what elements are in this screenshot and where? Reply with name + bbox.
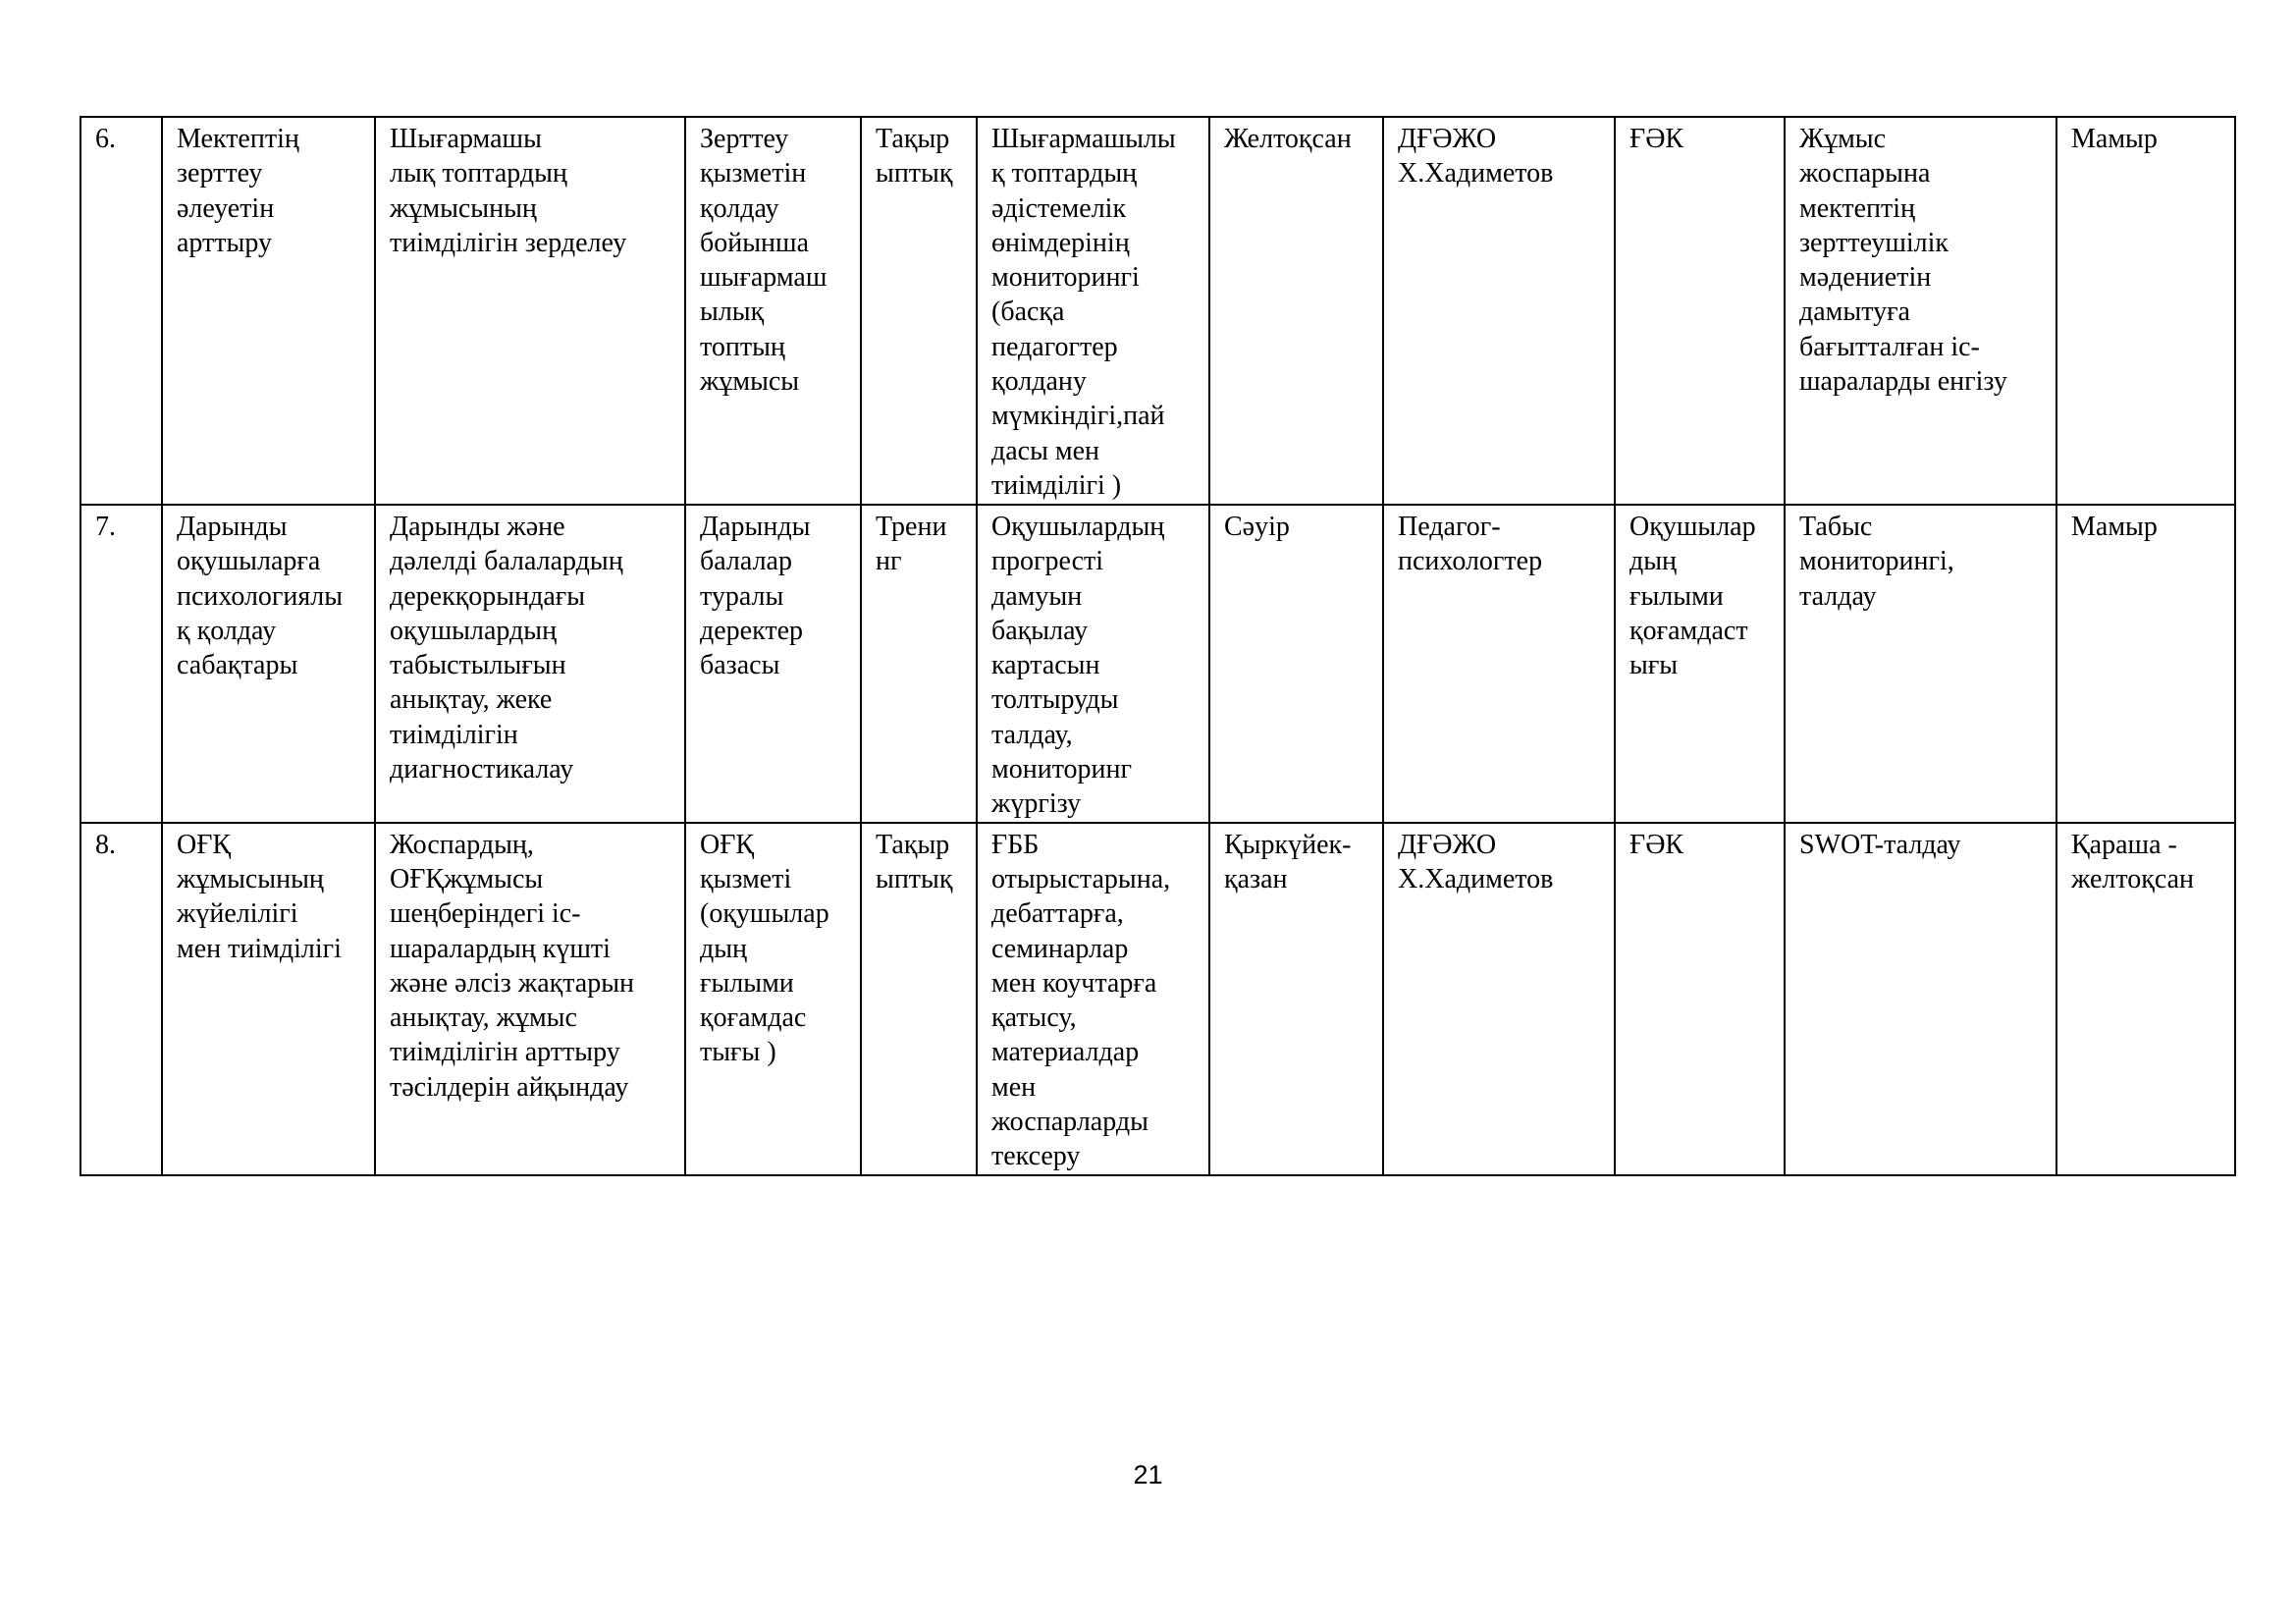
direction-cell: Дарынды оқушыларға психологиялы қ қолдау сабақтары	[162, 505, 375, 823]
type-cell: Тақыр ыптық	[861, 117, 977, 505]
row-number-cell: 8.	[80, 823, 162, 1175]
responsible-cell: ДҒӘЖО Х.Хадиметов	[1383, 117, 1615, 505]
table-row	[80, 823, 2235, 1175]
venue-cell: ҒӘК	[1615, 117, 1785, 505]
method-cell: Шығармашылы қ топтардың әдістемелік өнімдерінің мониторингі (басқа педагогтер қолдану мүмкіндігі,пай дасы мен тиімділігі )	[977, 117, 1209, 505]
method-cell: ҒББ отырыстарына, дебаттарға, семинарлар мен коучтарға қатысу, материалдар мен жоспарларды тексеру	[977, 823, 1209, 1175]
venue-cell: Оқушылар дың ғылыми қоғамдаст ығы	[1615, 505, 1785, 823]
object-cell: Зерттеу қызметін қолдау бойынша шығармаш ылық топтың жұмысы	[685, 117, 861, 505]
method-cell: Оқушылардың прогресті дамуын бақылау картасын толтыруды талдау, мониторинг жүргізу	[977, 505, 1209, 823]
goal-cell: Дарынды және дәлелді балалардың дерекқорындағы оқушылардың табыстылығын анықтау, жеке тиімділігін диагностикалау	[375, 505, 685, 823]
object-cell: Дарынды балалар туралы деректер базасы	[685, 505, 861, 823]
repeat-cell: Мамыр	[2056, 505, 2235, 823]
decision-cell: Табыс мониторингі, талдау	[1785, 505, 2056, 823]
repeat-cell: Мамыр	[2056, 117, 2235, 505]
venue-cell: ҒӘК	[1615, 823, 1785, 1175]
repeat-cell: Қараша - желтоқсан	[2056, 823, 2235, 1175]
decision-cell: SWOT-талдау	[1785, 823, 2056, 1175]
table-row	[80, 117, 2235, 505]
page-number: 21	[1133, 1460, 1163, 1489]
row-number-cell: 7.	[80, 505, 162, 823]
responsible-cell: Педагог- психологтер	[1383, 505, 1615, 823]
period-cell: Желтоқсан	[1209, 117, 1383, 505]
object-cell: ОҒҚ қызметі (оқушылар дың ғылыми қоғамдас тығы )	[685, 823, 861, 1175]
control-plan-table	[80, 116, 2236, 1176]
decision-cell: Жұмыс жоспарына мектептің зерттеушілік мәдениетін дамытуға бағытталған іс- шараларды енгізу	[1785, 117, 2056, 505]
direction-cell: ОҒҚ жұмысының жүйелілігі мен тиімділігі	[162, 823, 375, 1175]
direction-cell: Мектептің зерттеу әлеуетін арттыру	[162, 117, 375, 505]
goal-cell: Шығармашы лық топтардың жұмысының тиімділігін зерделеу	[375, 117, 685, 505]
type-cell: Трени нг	[861, 505, 977, 823]
table-row	[80, 505, 2235, 823]
goal-cell: Жоспардың, ОҒҚжұмысы шеңберіндегі іс- шаралардың күшті және әлсіз жақтарын анықтау, жұмыс тиімділігін арттыру тәсілдерін айқындау	[375, 823, 685, 1175]
type-cell: Тақыр ыптық	[861, 823, 977, 1175]
period-cell: Сәуір	[1209, 505, 1383, 823]
row-number-cell: 6.	[80, 117, 162, 505]
responsible-cell: ДҒӘЖО Х.Хадиметов	[1383, 823, 1615, 1175]
period-cell: Қыркүйек- қазан	[1209, 823, 1383, 1175]
